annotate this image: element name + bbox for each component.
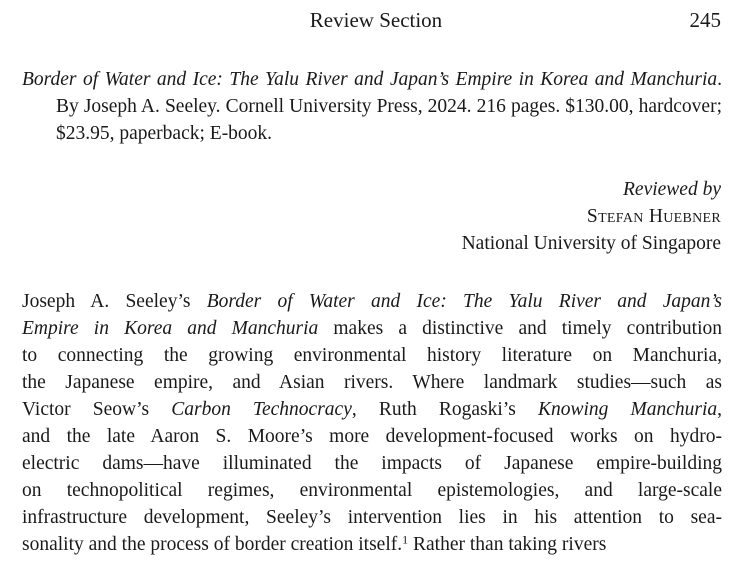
body-line (22, 369, 722, 396)
body-text-segment: on technopolitical regimes, environmental epistemologies, and large-scale (22, 480, 722, 501)
body-text-segment: and the late Aaron S. Moore’s more development-focused works on hydro- (22, 426, 722, 447)
italic-title: Empire in Korea and Manchuria (22, 318, 319, 339)
body-line (22, 450, 722, 477)
body-line (22, 531, 722, 558)
reviewer-block (462, 176, 721, 257)
body-text-segment: Rather than taking rivers (408, 534, 607, 555)
body-line (22, 396, 722, 423)
body-text-segment: to connecting the growing environmental history literature on Manchuria, (22, 345, 722, 366)
body-text-segment: the Japanese empire, and Asian rivers. Where landmark studies—such as (22, 372, 722, 393)
book-citation (22, 66, 722, 147)
body-line (22, 342, 722, 369)
body-text-segment: , Ruth Rogaski’s (351, 399, 538, 420)
review-body-paragraph (22, 288, 722, 558)
running-head (0, 8, 752, 36)
body-text-segment: infrastructure development, Seeley’s intervention lies in his attention to sea- (22, 507, 722, 528)
body-text-segment: Joseph A. Seeley’s (22, 291, 207, 312)
body-line (22, 288, 722, 315)
body-text-segment: electric dams—have illuminated the impacts of Japanese empire-building (22, 453, 722, 474)
body-text-segment: sonality and the process of border creation itself. (22, 534, 403, 555)
italic-title: Knowing Manchuria (537, 399, 718, 420)
book-title: Border of Water and Ice: The Yalu River and Japan’s Empire in Korea and Manchuria (22, 69, 718, 90)
section-title: Review Section (309, 8, 443, 32)
italic-title: Border of Water and Ice: The Yalu River and Japan’s (206, 291, 722, 312)
page-number: 245 (689, 8, 721, 32)
italic-title: Carbon Technocracy (171, 399, 352, 420)
body-line (22, 315, 722, 342)
footnote-marker: 1 (402, 532, 409, 547)
publication-details: By Joseph A. Seeley. Cornell University Press, 2024. 216 pages. $130.00, hardcover; $23.95, paperback; E-book. (56, 96, 722, 144)
body-text-segment: Victor Seow’s (22, 399, 172, 420)
body-line (22, 423, 722, 450)
reviewed-by-label: Reviewed by (623, 179, 721, 200)
book-title-period: . (717, 69, 722, 90)
reviewer-affiliation: National University of Singapore (461, 233, 721, 254)
body-line (22, 504, 722, 531)
body-text-segment: , (717, 399, 723, 420)
body-text-segment: makes a distinctive and timely contribution (318, 318, 722, 339)
body-line (22, 477, 722, 504)
reviewer-name: Stefan Huebner (586, 206, 721, 227)
